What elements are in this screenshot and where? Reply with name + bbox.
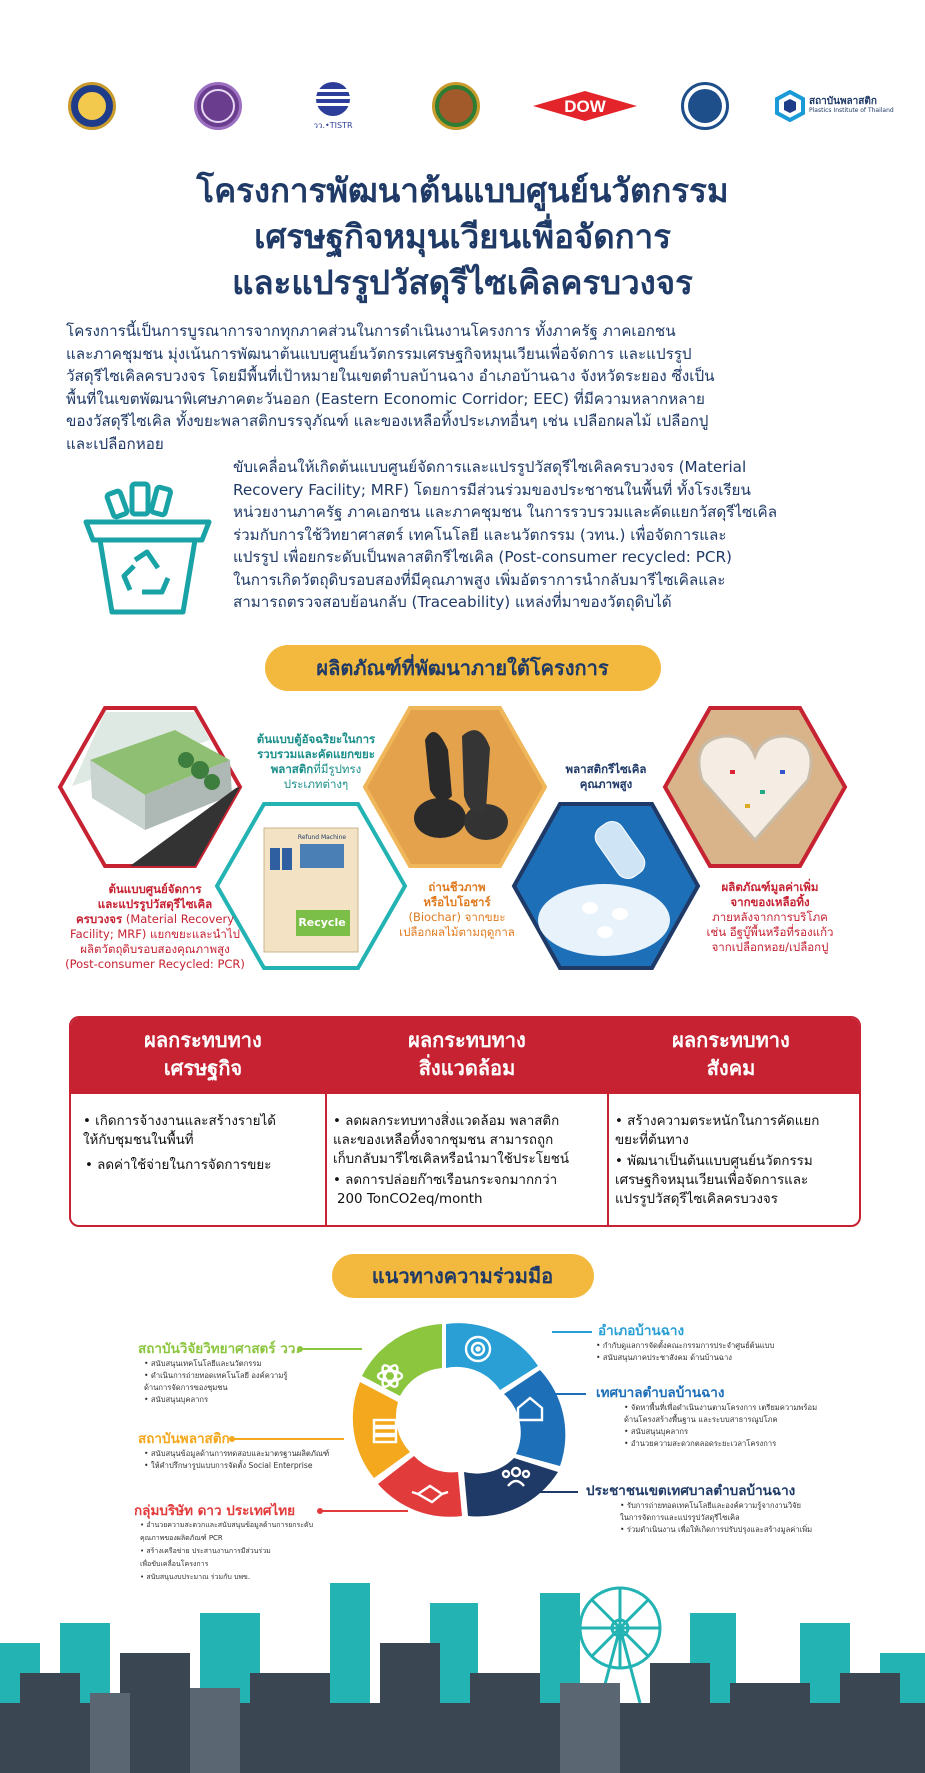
impact-item-line: • พัฒนาเป็นต้นแบบศูนย์นวัตกรรม	[615, 1154, 813, 1169]
pit-name-th: สถาบันพลาสติก	[809, 96, 877, 107]
machine-screen-text: Refund Machine	[297, 834, 347, 841]
party-residents: ประชาชนเขตเทศบาลตำบลบ้านฉาง	[586, 1483, 796, 1499]
impact-item-line: • สร้างความตระหนักในการคัดแยก	[615, 1114, 820, 1129]
seal-logo-3	[681, 80, 729, 132]
impact-item	[333, 1171, 605, 1209]
party-district-items	[596, 1340, 774, 1364]
party-item: • สนับสนุนงบประมาณ ร่วมกับ บพข.	[140, 1573, 251, 1581]
mrf-caption-l6: (Post-consumer Recycled: PCR)	[65, 957, 245, 971]
machine-caption-l2: รวบรวมและคัดแยกขยะ	[257, 747, 375, 761]
intro-line: ร่วมกับการใช้วิทยาศาสตร์ เทคโนโลยี และนวัตกรรม (วทน.) เพื่อจัดการและ	[233, 525, 727, 544]
impact-item	[83, 1112, 323, 1150]
impact-item	[615, 1112, 859, 1150]
party-municipality: เทศบาลตำบลบ้านฉาง	[596, 1385, 725, 1401]
party-item: • สนับสนุนบุคลากร	[624, 1427, 689, 1436]
impact-item-line: เศรษฐกิจหมุนเวียนเพื่อจัดการและ	[615, 1173, 809, 1188]
party-district: อำเภอบ้านฉาง	[598, 1323, 685, 1339]
plastics-institute-logo	[775, 80, 894, 132]
title-line-2: เศรษฐกิจหมุนเวียนเพื่อจัดการ	[254, 217, 671, 256]
intro-line: หน่วยงานภาครัฐ ภาคเอกชน และภาคชุมชน ในการรวบรวมและคัดแยกวัสดุรีไซเคิล	[233, 503, 778, 521]
mrf-caption-l5: ผลิตวัตถุดิบรอบสองคุณภาพสูง	[80, 942, 230, 956]
hexagon-icon	[775, 90, 805, 122]
pcr-caption-l1: พลาสติกรีไซเคิล	[565, 762, 647, 776]
intro-line: ขับเคลื่อนให้เกิดต้นแบบศูนย์จัดการและแปรรูปวัสดุรีไซเคิลครบวงจร (Material	[233, 458, 747, 476]
recycle-bin-icon	[80, 478, 215, 618]
impact-item	[615, 1152, 859, 1209]
intro-line: แปรรูป เพื่อยกระดับเป็นพลาสติกรีไซเคิล (Post-consumer recycled: PCR)	[233, 548, 732, 566]
impact-item-line: • ลดผลกระทบทางสิ่งแวดล้อม พลาสติก	[333, 1114, 560, 1129]
biochar-caption-l3: (Biochar) จากขยะ	[408, 910, 506, 924]
value-caption	[690, 880, 850, 955]
dow-logo	[533, 80, 637, 132]
party-plastics-institute: สถาบันพลาสติก	[138, 1431, 230, 1447]
biochar-caption-l1: ถ่านชีวภาพ	[428, 880, 486, 894]
value-caption-l1: ผลิตภัณฑ์มูลค่าเพิ่ม	[721, 880, 819, 894]
machine-caption-l4: ประเภทต่างๆ	[283, 777, 349, 791]
party-item: • รับการถ่ายทอดเทคโนโลยีและองค์ความรู้จากงานวิจัย	[620, 1501, 801, 1510]
party-item: • ร่วมดำเนินงาน เพื่อให้เกิดการปรับปรุงและสร้างมูลค่าเพิ่ม	[620, 1525, 813, 1534]
mrf-caption-l2: และแปรรูปวัสดุรีไซเคิล	[97, 897, 213, 911]
seal-logo-2	[194, 80, 242, 132]
mrf-facility-image	[60, 708, 240, 866]
city-skyline-illustration	[0, 1523, 925, 1773]
collaboration-section	[0, 1306, 925, 1536]
party-dow-items-cont	[140, 1532, 271, 1584]
party-item: ในการจัดการและแปรรูปวัสดุรีไซเคิล	[620, 1513, 740, 1522]
mrf-caption	[62, 882, 248, 972]
party-item: • จัดหาพื้นที่เพื่อดำเนินงานตามโครงการ เตรียมความพร้อม	[624, 1403, 818, 1412]
impact-header-line: ผลกระทบทาง	[144, 1028, 262, 1052]
impact-header-line: ผลกระทบทาง	[408, 1028, 526, 1052]
party-item: • กำกับดูแลการจัดตั้งคณะกรรมการประจำศูนย์ต้นแบบ	[596, 1341, 775, 1350]
impact-item-line: 200 TonCO2eq/month	[337, 1192, 483, 1207]
impact-item-line: • ลดค่าใช้จ่ายในการจัดการขยะ	[85, 1158, 272, 1173]
impact-header-economic	[71, 1026, 335, 1082]
machine-caption	[248, 732, 384, 792]
dow-logo-text: DOW	[564, 97, 606, 116]
party-item: คุณภาพของผลิตภัณฑ์ PCR	[140, 1534, 223, 1542]
intro-line: พื้นที่ในเขตพัฒนาพิเศษภาคตะวันออก (Eastern Economic Corridor; EEC) ที่มีความหลากหลาย	[66, 389, 705, 408]
pcr-caption	[548, 762, 664, 792]
products-heading: ผลิตภัณฑ์ที่พัฒนาภายใต้โครงการ	[265, 645, 661, 691]
impact-table	[69, 1016, 861, 1227]
intro-paragraph	[66, 320, 866, 455]
impact-item-line: ขยะที่ต้นทาง	[615, 1133, 689, 1148]
value-caption-l2: จากของเหลือทิ้ง	[730, 895, 810, 909]
party-item: • สนับสนุนข้อมูลด้านการทดสอบและมาตรฐานผลิตภัณฑ์	[144, 1449, 330, 1458]
column-divider	[325, 1094, 327, 1227]
party-tistr: สถาบันวิจัยวิทยาศาสตร์ วว.	[138, 1341, 301, 1357]
value-added-product-image	[665, 708, 845, 866]
intro-line: สามารถตรวจสอบย้อนกลับ (Traceability) แหล่งที่มาของวัตถุดิบได้	[233, 593, 672, 611]
party-plastics-institute-items	[144, 1448, 329, 1472]
title-line-1: โครงการพัฒนาต้นแบบศูนย์นวัตกรรม	[196, 171, 729, 210]
party-tistr-items	[144, 1358, 287, 1406]
party-item: ด้านการจัดการของชุมชน	[144, 1383, 228, 1392]
intro-line: และเปลือกหอย	[66, 434, 164, 453]
party-item: • สนับสนุนเทคโนโลยีและนวัตกรรม	[144, 1359, 262, 1368]
machine-caption-l1: ต้นแบบตู้อัจฉริยะในการ	[256, 732, 376, 746]
party-item: เพื่อขับเคลื่อนโครงการ	[140, 1560, 209, 1568]
intro-line: วัสดุรีไซเคิลครบวงจร โดยมีพื้นที่เป้าหมายในเขตตำบลบ้านฉาง อำเภอบ้านฉาง จังหวัดระยอง ซึ่งเป็น	[66, 367, 715, 385]
impact-item-line: แปรรูปวัสดุรีไซเคิลครบวงจร	[615, 1192, 778, 1207]
recycle-sign-text: Recycle	[298, 916, 346, 929]
mrf-caption-l3: (Material Recovery	[122, 912, 235, 926]
intro-line: ของวัสดุรีไซเคิล ทั้งขยะพลาสติกบรรจุภัณฑ์ และของเหลือทิ้งประเภทอื่นๆ เช่น เปลือกผลไม้ เปลือกปู	[66, 412, 709, 430]
party-item: • สร้างเครือข่าย ประสานงานการมีส่วนร่วม	[140, 1547, 271, 1555]
impact-item-line: • ลดการปล่อยก๊าซเรือนกระจกมากกว่า	[333, 1173, 558, 1188]
party-item: • สนับสนุนภาคประชาสังคม ด้านบ้านฉาง	[596, 1353, 732, 1362]
party-item: • อำนวยความสะดวกตลอดระยะเวลาโครงการ	[624, 1439, 777, 1448]
impact-header-line: สังคม	[706, 1056, 756, 1080]
intro-line: ในการเกิดวัตถุดิบรอบสองที่มีคุณภาพสูง เพิ่มอัตราการนำกลับมารีไซเคิลและ	[233, 570, 726, 589]
value-caption-l4: เช่น อีฐบู๊พื้นหรือที่รองแก้ว	[706, 925, 834, 939]
impact-item-line: และของเหลือทิ้งจากชุมชน สามารถถูก	[333, 1133, 554, 1148]
intro-line: โครงการนี้เป็นการบูรณาการจากทุกภาคส่วนในการดำเนินงานโครงการ ทั้งภาครัฐ ภาคเอกชน	[66, 322, 676, 340]
impact-header-line: ผลกระทบทาง	[672, 1028, 790, 1052]
forest-logo	[432, 80, 480, 132]
title-line-3: และแปรรูปวัสดุรีไซเคิลครบวงจร	[232, 263, 693, 302]
machine-caption-l3: ที่มีรูปทรง	[313, 762, 362, 776]
machine-caption-l3b: พลาสติก	[270, 762, 314, 776]
party-item: • ให้คำปรึกษารูปแบบการจัดตั้ง Social Enterprise	[144, 1461, 313, 1470]
intro-line: และภาคชุมชน มุ่งเน้นการพัฒนาต้นแบบศูนย์นวัตกรรมเศรษฐกิจหมุนเวียนเพื่อจัดการ และแปรรูป	[66, 344, 692, 363]
pcr-pellets-image	[514, 804, 698, 968]
mrf-caption-l1: ต้นแบบศูนย์จัดการ	[108, 882, 202, 896]
impact-header	[71, 1018, 859, 1094]
seal-logo-1	[68, 80, 116, 132]
biochar-caption	[386, 880, 528, 940]
impact-item-line: ให้กับชุมชนในพื้นที่	[83, 1133, 194, 1148]
pit-name-en: Plastics Institute of Thailand	[809, 107, 894, 114]
intro-paragraph-2	[233, 456, 863, 614]
page-title	[0, 168, 925, 306]
column-divider	[607, 1094, 609, 1227]
biochar-image	[365, 708, 545, 866]
collaboration-heading: แนวทางความร่วมมือ	[332, 1254, 594, 1298]
intro-line: Recovery Facility; MRF) โดยการมีส่วนร่วมของประชาชนในพื้นที่ ทั้งโรงเรียน	[233, 480, 751, 499]
value-caption-l3: ภายหลังจากการบริโภค	[712, 910, 828, 924]
party-municipality-items	[624, 1402, 817, 1450]
value-caption-l5: จากเปลือกหอย/เปลือกปู	[711, 940, 829, 954]
tistr-logo	[305, 80, 361, 132]
impact-item	[83, 1156, 323, 1175]
pcr-caption-l2: คุณภาพสูง	[579, 777, 633, 791]
impact-item-line: เก็บกลับมารีไซเคิลหรือนำมาใช้ประโยชน์	[333, 1152, 569, 1167]
impact-economic-list	[83, 1112, 323, 1181]
party-item: • อำนวยความสะดวกและสนับสนุนข้อมูลด้านการยกระดับ	[140, 1521, 314, 1529]
impact-item	[333, 1112, 605, 1169]
impact-header-environment	[335, 1026, 599, 1082]
impact-header-line: เศรษฐกิจ	[163, 1056, 243, 1080]
impact-header-social	[599, 1026, 861, 1082]
party-item: • สนับสนุนบุคลากร	[144, 1395, 209, 1404]
party-item: • ดำเนินการถ่ายทอดเทคโนโลยี องค์ความรู้	[144, 1371, 288, 1380]
mrf-caption-l4: Facility; MRF) แยกขยะและนำไป	[70, 927, 240, 941]
product-gallery	[0, 700, 925, 990]
tistr-logo-text: วว.•TISTR	[313, 120, 353, 130]
party-dow: กลุ่มบริษัท ดาว ประเทศไทย	[134, 1503, 296, 1519]
biochar-caption-l2: หรือไบโอชาร์	[423, 895, 491, 909]
mrf-caption-l3b: ครบวงจร	[76, 912, 123, 926]
impact-social-list	[615, 1112, 859, 1215]
biochar-caption-l4: เปลือกผลไม้ตามฤดูกาล	[399, 925, 515, 939]
logo-bar	[0, 80, 925, 136]
impact-item-line: • เกิดการจ้างงานและสร้างรายได้	[83, 1114, 276, 1129]
party-item: ด้านโครงสร้างพื้นฐาน และระบบสาธารณูปโภค	[624, 1415, 778, 1424]
impact-header-line: สิ่งแวดล้อม	[418, 1056, 516, 1080]
impact-environment-list	[333, 1112, 605, 1215]
